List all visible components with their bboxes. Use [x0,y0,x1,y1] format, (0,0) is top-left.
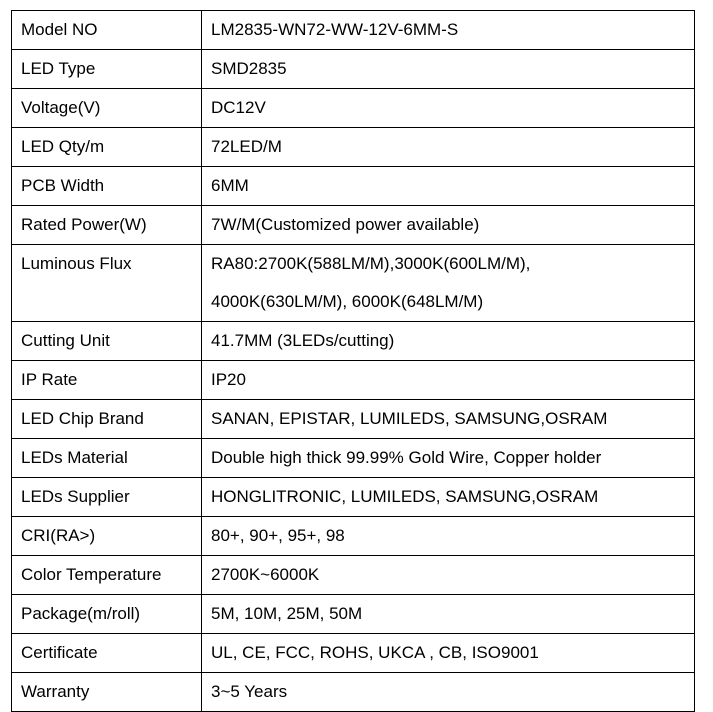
row-label: Color Temperature [12,556,202,595]
table-row [12,89,695,128]
row-value [202,245,695,322]
table-row [12,400,695,439]
row-label: Package(m/roll) [12,595,202,634]
table-row [12,206,695,245]
table-row [12,128,695,167]
row-value: 2700K~6000K [202,556,695,595]
row-value: SMD2835 [202,50,695,89]
table-row [12,556,695,595]
row-label: IP Rate [12,361,202,400]
row-label: LED Type [12,50,202,89]
row-value: 5M, 10M, 25M, 50M [202,595,695,634]
row-value: 41.7MM (3LEDs/cutting) [202,322,695,361]
row-label: LEDs Material [12,439,202,478]
row-value: SANAN, EPISTAR, LUMILEDS, SAMSUNG,OSRAM [202,400,695,439]
row-value: HONGLITRONIC, LUMILEDS, SAMSUNG,OSRAM [202,478,695,517]
row-value-line: 4000K(630LM/M), 6000K(648LM/M) [211,292,484,311]
row-value: 80+, 90+, 95+, 98 [202,517,695,556]
row-label: LED Chip Brand [12,400,202,439]
table-row [12,634,695,673]
table-row [12,517,695,556]
row-label: Model NO [12,11,202,50]
table-row [12,478,695,517]
table-row [12,595,695,634]
table-row [12,50,695,89]
table-row [12,361,695,400]
table-row [12,11,695,50]
row-label: LED Qty/m [12,128,202,167]
row-value: IP20 [202,361,695,400]
row-label: Certificate [12,634,202,673]
row-value: LM2835-WN72-WW-12V-6MM-S [202,11,695,50]
row-label: CRI(RA>) [12,517,202,556]
spec-table [11,10,695,712]
row-value: Double high thick 99.99% Gold Wire, Copper holder [202,439,695,478]
row-value: 72LED/M [202,128,695,167]
table-row [12,322,695,361]
row-value: UL, CE, FCC, ROHS, UKCA , CB, ISO9001 [202,634,695,673]
table-row [12,167,695,206]
table-row [12,673,695,712]
row-label: Rated Power(W) [12,206,202,245]
row-label: Warranty [12,673,202,712]
row-value: 6MM [202,167,695,206]
row-value: DC12V [202,89,695,128]
table-row [12,245,695,322]
row-value: 3~5 Years [202,673,695,712]
row-label: Luminous Flux [12,245,202,322]
table-row [12,439,695,478]
row-label: PCB Width [12,167,202,206]
row-value: 7W/M(Customized power available) [202,206,695,245]
row-label: Voltage(V) [12,89,202,128]
row-label: Cutting Unit [12,322,202,361]
row-label: LEDs Supplier [12,478,202,517]
row-value-line: RA80:2700K(588LM/M),3000K(600LM/M), [211,254,531,273]
